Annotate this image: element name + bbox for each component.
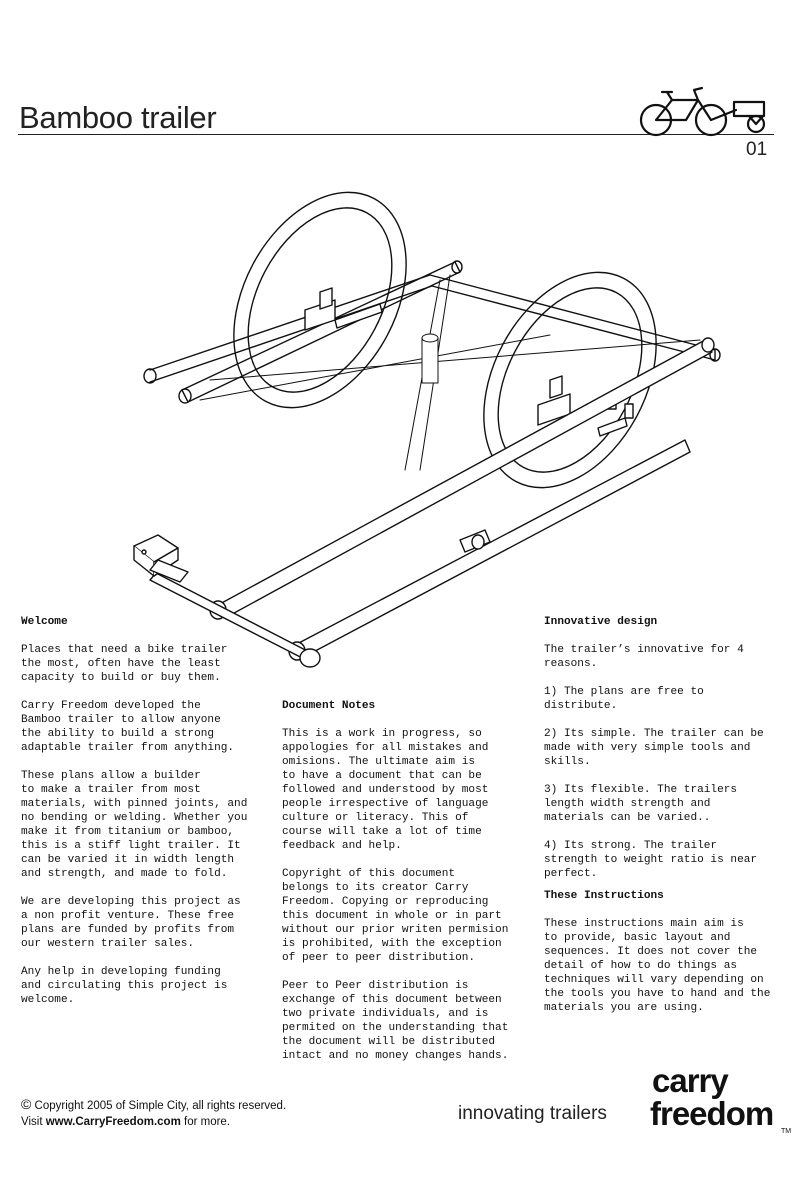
paragraph: Peer to Peer distribution is exchange of this document between two private individuals, and is permited on the understanding that the document will be distributed intact and no money changes hands. (282, 980, 509, 1062)
copyright-notice (21, 1096, 286, 1130)
paragraph: We are developing this project as a non profit venture. These free plans are funded by profits from our western trailer sales. (21, 896, 241, 950)
page-number: 01 (746, 139, 768, 160)
logo-line-1: carry (652, 1062, 728, 1099)
paragraph: Places that need a bike trailer the most, often have the least capacity to build or buy them. (21, 644, 228, 684)
paragraph: Copyright of this document belongs to its creator Carry Freedom. Copying or reproducing this document in whole or in part without our prior writen permision is prohibited, with the exception of peer to peer distribution. (282, 868, 509, 964)
paragraph: Carry Freedom developed the Bamboo trailer to allow anyone the ability to build a strong adaptable trailer from anything. (21, 700, 235, 754)
paragraph: 4) Its strong. The trailer strength to weight ratio is near perfect. (544, 840, 758, 880)
section-heading: Document Notes (282, 700, 376, 712)
visit-suffix: for more. (184, 1116, 231, 1128)
website-link[interactable]: www.CarryFreedom.com (45, 1116, 181, 1128)
trademark-mark: TM (781, 1128, 792, 1135)
paragraph: 3) Its flexible. The trailers length width strength and materials can be varied.. (544, 784, 738, 824)
welcome-section (21, 615, 271, 1021)
paragraph: 1) The plans are free to distribute. (544, 686, 704, 712)
cross-wires (200, 275, 700, 470)
logo-line-2: freedom (650, 1095, 774, 1132)
section-heading: These Instructions (544, 890, 664, 902)
bamboo-trailer-drawing (120, 180, 740, 680)
section-heading: Welcome (21, 616, 68, 628)
paragraph: The trailer’s innovative for 4 reasons. (544, 644, 744, 670)
paragraph: This is a work in progress, so appologies for all mistakes and omisions. The ultimate aim is to have a document that can be followed and understood by most people irrespective of language culture or literacy. This of course will take a lot of time feedback and help. (282, 728, 489, 852)
carry-freedom-logo (650, 1062, 792, 1135)
paragraph: These plans allow a builder to make a trailer from most materials, with pinned joints, and no bending or welding. Whether you make it from titanium or bamboo, this is a stiff light trailer. It can be varied it in width length and strength, and made to fold. (21, 770, 248, 880)
visit-prefix: Visit (21, 1116, 43, 1128)
paragraph: Any help in developing funding and circulating this project is welcome. (21, 966, 228, 1006)
section-heading: Innovative design (544, 616, 658, 628)
paragraph: These instructions main aim is to provide, basic layout and sequences. It does not cover the detail of how to do things as techniques will vary depending on the tools you have to hand and the materials you are using. (544, 918, 771, 1014)
copyright-text: Copyright 2005 of Simple City, all rights reserved. (34, 1100, 287, 1112)
copyright-icon: © (21, 1096, 32, 1112)
bicycle-with-trailer-icon (636, 82, 772, 138)
document-notes-section (282, 699, 532, 1077)
hitch-bracket (134, 535, 188, 582)
page-title: Bamboo trailer (19, 100, 217, 135)
paragraph: 2) Its simple. The trailer can be made with very simple tools and skills. (544, 728, 764, 768)
innovative-design-section (544, 615, 794, 1029)
tagline: innovating trailers (458, 1103, 607, 1124)
